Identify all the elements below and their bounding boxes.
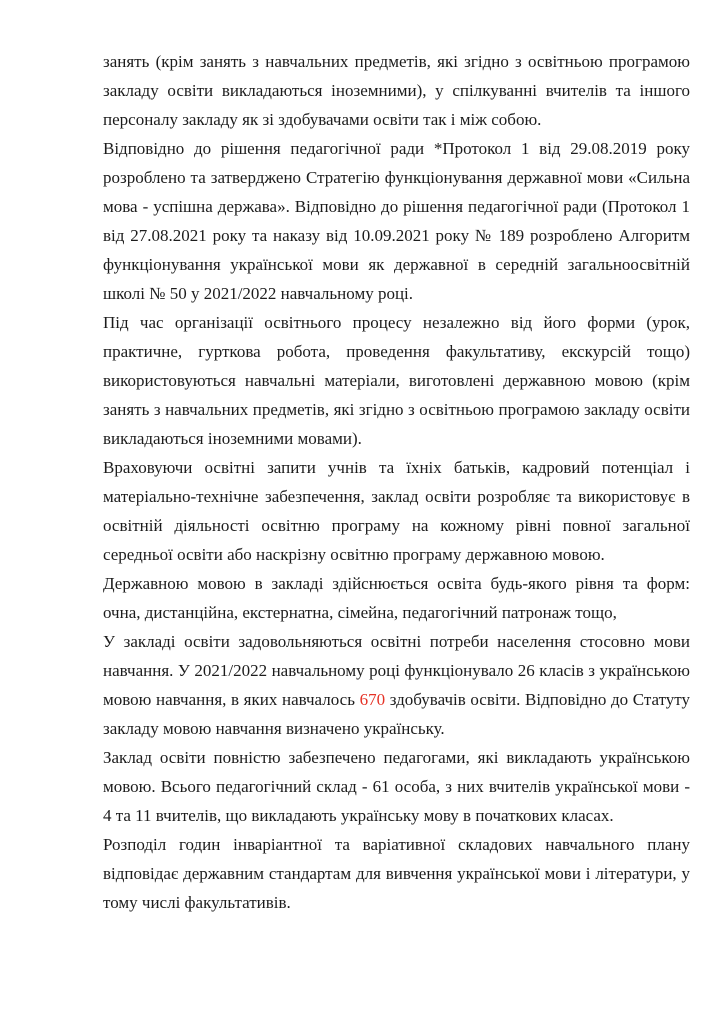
paragraph <box>103 627 690 743</box>
paragraph <box>103 47 690 134</box>
text-run: здобувачів освіти. Відповідно до Статуту закладу мовою навчання визначено українську. <box>103 690 690 738</box>
paragraph <box>103 830 690 917</box>
text-run: Враховуючи освітні запити учнів та їхніх батьків, кадровий потенціал і матеріально-технічне забезпечення, заклад освіти розробляє та використовує в освітній діяльності освітню програму на кожному рівні повної загальної середньої освіти або наскрізну освітню програму державною мовою. <box>103 458 690 564</box>
text-run: Заклад освіти повністю забезпечено педагогами, які викладають українською мовою. Всього педагогічний склад - 61 особа, з них вчителів української мови - 4 та 11 вчителів, що викладають українську мову в початкових класах. <box>103 748 690 825</box>
highlighted-number: 670 <box>359 690 386 709</box>
text-run: Під час організації освітнього процесу незалежно від його форми (урок, практичне, гурткова робота, проведення факультативу, екскурсій тощо) використовуються навчальні матеріали, виготовлені державною мовою (крім занять з навчальних предметів, які згідно з освітньою програмою закладу освіти викладаються іноземними мовами). <box>103 313 690 448</box>
text-run: Розподіл годин інваріантної та варіативної складових навчального плану відповідає державним стандартам для вивчення української мови і літератури, у тому числі факультативів. <box>103 835 690 912</box>
paragraph <box>103 308 690 453</box>
paragraph <box>103 134 690 308</box>
text-run: Державною мовою в закладі здійснюється освіта будь-якого рівня та форм: очна, дистанційна, екстернатна, сімейна, педагогічний патронаж тощо, <box>103 574 690 622</box>
text-run: занять (крім занять з навчальних предметів, які згідно з освітньою програмою закладу освіти викладаються іноземними), у спілкуванні вчителів та іншого персоналу закладу як зі здобувачами освіти так і між собою. <box>103 52 690 129</box>
paragraph <box>103 569 690 627</box>
text-run: У закладі освіти задовольняються освітні потреби населення стосовно мови навчання. У 2021/2022 навчальному році функціонувало 26 класів з українською мовою навчання, в яких навчалось <box>103 632 690 709</box>
paragraph <box>103 743 690 830</box>
text-run: Відповідно до рішення педагогічної ради *Протокол 1 від 29.08.2019 року розроблено та затверджено Стратегію функціонування державної мови «Сильна мова - успішна держава». Відповідно до рішення педагогічної ради (Протокол 1 від 27.08.2021 року та наказу від 10.09.2021 року № 189 розроблено Алгоритм функціонування української мови як державної в середній загальноосвітній школі № 50 у 2021/2022 навчальному році. <box>103 139 690 303</box>
paragraph <box>103 453 690 569</box>
